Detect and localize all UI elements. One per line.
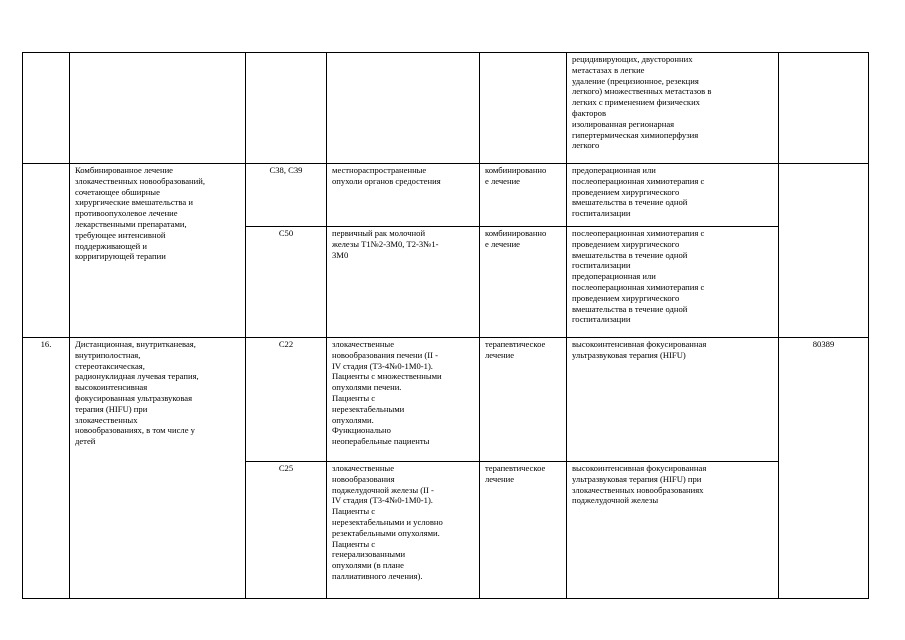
treatment-line: комбинированно: [485, 228, 547, 238]
service-name-line: злокачественных новообразований,: [75, 175, 205, 186]
model-line: поджелудочной железы (II -: [332, 484, 434, 495]
method-line: послеоперационная химиотерапия с: [572, 175, 705, 186]
service-name-line: Дистанционная, внутритканевая,: [75, 339, 196, 349]
method-line: факторов: [572, 107, 607, 118]
treatment-line: лечение: [485, 349, 515, 360]
treatment-line: лечение: [485, 473, 515, 484]
model-line: Функционально: [332, 425, 391, 436]
method-line: послеоперационная химиотерапия с: [572, 281, 705, 292]
service-name-line: лекарственными препаратами,: [75, 218, 187, 229]
treatment-method-cell: [567, 462, 779, 599]
treatment-type-cell: [480, 462, 567, 599]
patient-model-cell: [327, 338, 480, 462]
service-name-line: стереотаксическая,: [75, 360, 145, 371]
model-line: новообразования печени (II -: [332, 349, 438, 360]
service-name-line: хирургические вмешательства и: [75, 197, 193, 208]
method-line: ультразвуковая терапия (HIFU) при: [572, 473, 702, 484]
treatment-method-cell: [567, 53, 779, 164]
model-line: опухоли органов средостения: [332, 175, 441, 186]
service-name-line: поддерживающей и: [75, 240, 147, 251]
service-name-line: внутриполостная,: [75, 349, 141, 360]
model-line: неоперабельные пациенты: [332, 436, 430, 447]
model-line: нерезектабельными и условно: [332, 516, 443, 527]
model-line: новообразования: [332, 473, 395, 484]
patient-model-cell: [327, 227, 480, 338]
model-line: железы T1№2-3M0, T2-3№1-: [332, 238, 439, 249]
model-line: Пациенты с: [332, 538, 376, 549]
icd-code-cell: [246, 53, 327, 164]
method-line: гипертермическая химиоперфузия: [572, 129, 699, 140]
method-line: изолированная регионарная: [572, 118, 675, 129]
icd-code-cell: C22: [246, 338, 327, 462]
patient-model-cell: [327, 53, 480, 164]
service-name-line: сочетающее обширные: [75, 186, 160, 197]
treatment-line: е лечение: [485, 175, 521, 186]
method-line: вмешательства в течение одной: [572, 197, 688, 208]
model-line: генерализованными: [332, 549, 406, 560]
model-line: злокачественные: [332, 463, 395, 473]
treatment-type-cell: [480, 227, 567, 338]
treatment-method-cell: [567, 227, 779, 338]
method-line: госпитализации: [572, 208, 631, 219]
row-number-cell: 16.: [23, 338, 70, 599]
method-line: проведением хирургического: [572, 238, 680, 249]
patient-model-cell: [327, 462, 480, 599]
model-line: IV стадия (T3-4№0-1M0-1).: [332, 360, 433, 371]
method-line: вмешательства в течение одной: [572, 303, 688, 314]
table-row: [23, 164, 869, 227]
method-line: госпитализации: [572, 314, 631, 325]
icd-code-cell: C50: [246, 227, 327, 338]
medical-care-table: [22, 52, 869, 599]
method-line: вмешательства в течение одной: [572, 249, 688, 260]
price-cell: [779, 53, 869, 164]
treatment-line: е лечение: [485, 238, 521, 249]
model-line: первичный рак молочной: [332, 228, 426, 238]
service-name-line: фокусированная ультразвуковая: [75, 392, 193, 403]
method-line: легких с применением физических: [572, 97, 700, 108]
service-name-cell: [70, 164, 246, 338]
service-name-line: детей: [75, 436, 96, 447]
method-line: легкого) множественных метастазов в: [572, 86, 712, 97]
method-line: легкого: [572, 140, 600, 151]
icd-code-cell: C38, C39: [246, 164, 327, 227]
service-name-line: противоопухолевое лечение: [75, 208, 178, 219]
service-name-line: корригирующей терапии: [75, 251, 166, 262]
model-line: опухолями (в плане: [332, 560, 404, 571]
price-cell: [779, 164, 869, 338]
model-line: злокачественные: [332, 339, 395, 349]
treatment-type-cell: [480, 164, 567, 227]
treatment-type-cell: [480, 53, 567, 164]
treatment-line: терапевтическое: [485, 339, 546, 349]
method-line: госпитализации: [572, 260, 631, 271]
model-line: 3M0: [332, 249, 349, 260]
method-line: поджелудочной железы: [572, 495, 659, 506]
treatment-type-cell: [480, 338, 567, 462]
method-line: рецидивирующих, двусторонних: [572, 54, 693, 64]
model-line: Пациенты с: [332, 392, 376, 403]
model-line: опухолями печени.: [332, 382, 402, 393]
price-cell: 80389: [779, 338, 869, 599]
model-line: резектабельными опухолями.: [332, 527, 440, 538]
table-row: [23, 338, 869, 462]
method-line: проведением хирургического: [572, 186, 680, 197]
service-name-cell: [70, 338, 246, 599]
method-line: предоперационная или: [572, 271, 656, 282]
method-line: ультразвуковая терапия (HIFU): [572, 349, 686, 360]
service-name-line: высокоинтенсивная: [75, 382, 148, 393]
service-name-line: Комбинированное лечение: [75, 165, 173, 175]
treatment-line: комбинированно: [485, 165, 547, 175]
icd-code-cell: C25: [246, 462, 327, 599]
method-line: проведением хирургического: [572, 292, 680, 303]
service-name-line: радионуклидная лучевая терапия,: [75, 371, 199, 382]
method-line: предоперационная или: [572, 165, 656, 175]
method-line: высокоинтенсивная фокусированная: [572, 463, 707, 473]
method-line: злокачественных новообразованиях: [572, 484, 704, 495]
table-row: [23, 53, 869, 164]
model-line: нерезектабельными: [332, 403, 405, 414]
method-line: метастазах в легкие: [572, 64, 645, 75]
service-name-line: новообразованиях, в том числе у: [75, 425, 195, 436]
model-line: паллиативного лечения).: [332, 570, 423, 581]
model-line: Пациенты с множественными: [332, 371, 442, 382]
method-line: послеоперационная химиотерапия с: [572, 228, 705, 238]
treatment-line: терапевтическое: [485, 463, 546, 473]
row-number-cell: [23, 164, 70, 338]
row-number-cell: [23, 53, 70, 164]
service-name-line: злокачественных: [75, 414, 138, 425]
service-name-line: требующее интенсивной: [75, 229, 166, 240]
model-line: IV стадия (T3-4№0-1M0-1).: [332, 495, 433, 506]
model-line: местнораспространенные: [332, 165, 427, 175]
method-line: высокоинтенсивная фокусированная: [572, 339, 707, 349]
model-line: Пациенты с: [332, 506, 376, 517]
treatment-method-cell: [567, 338, 779, 462]
model-line: опухолями.: [332, 414, 374, 425]
method-line: удаление (прецизионное, резекция: [572, 75, 699, 86]
service-name-cell: [70, 53, 246, 164]
patient-model-cell: [327, 164, 480, 227]
service-name-line: терапия (HIFU) при: [75, 403, 148, 414]
treatment-method-cell: [567, 164, 779, 227]
